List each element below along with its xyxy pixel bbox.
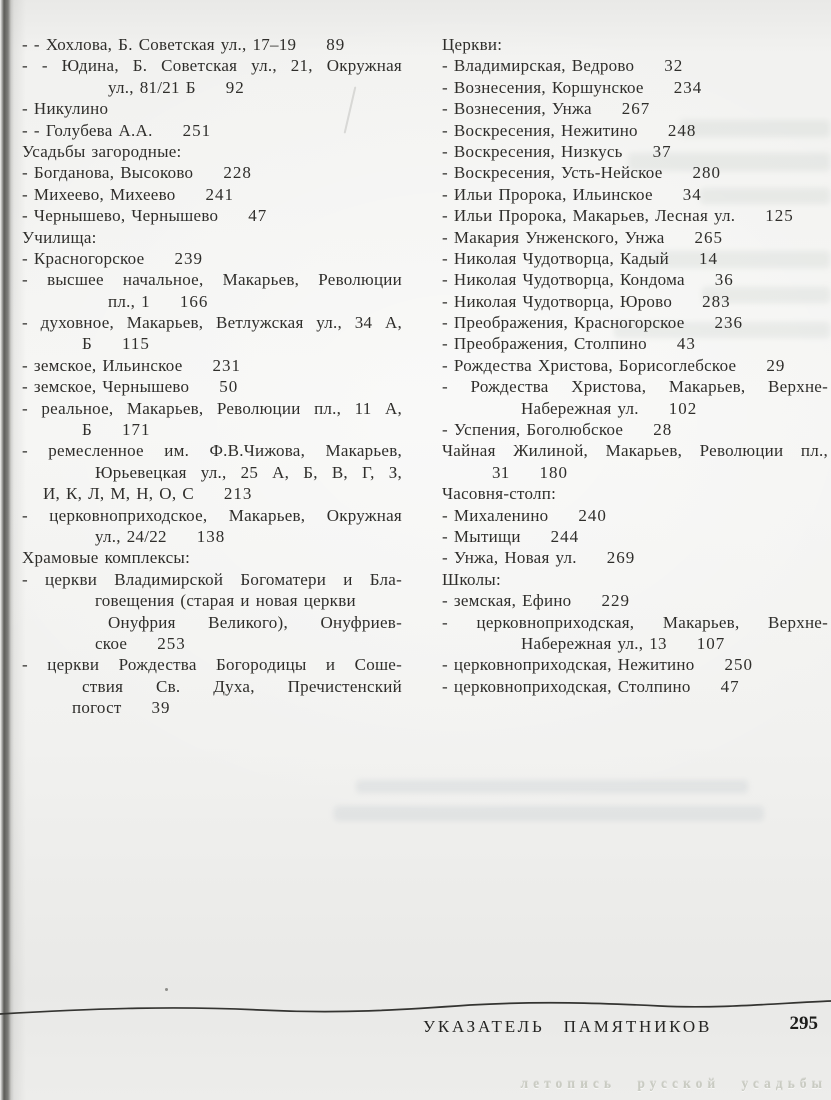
entry-text: - духовное, Макарьев, Ветлужская ул., 34 А, [22,313,402,333]
entry-text: - Чернышево, Чернышево [22,206,219,226]
entry-text: - Красногорское [22,248,145,268]
entry-page-number: 14 [699,248,719,268]
footer-page-number: 295 [789,1013,818,1034]
entry-page-number: 236 [714,313,744,333]
entry-page-number: 50 [219,377,239,397]
entry-text: - ремесленное им. Ф.В.Чижова, Макарьев, [22,441,402,461]
index-entry-line [442,205,828,226]
entry-page-number: 251 [182,120,212,140]
index-entry-line [22,291,402,312]
entry-text: - Воскресения, Нежитино [442,120,638,140]
index-entry-line [442,590,828,611]
entry-page-number: 240 [578,505,607,525]
index-entry-line [442,184,828,205]
entry-text: пл., 1 [108,291,150,311]
ghost-bar [356,780,748,793]
entry-page-number: 213 [223,484,253,504]
entry-text: погост [72,698,122,718]
entry-text: Храмовые комплексы: [22,548,191,568]
index-entry-line [442,505,828,526]
entry-text: - Мытищи [442,526,521,546]
index-entry-line [22,505,402,526]
entry-text: 31 [492,462,510,482]
index-entry-line [442,398,828,419]
index-entry-line [22,676,402,697]
scan-speck-artifact [165,988,168,991]
entry-text: - Богданова, Высоково [22,163,194,183]
entry-page-number: 47 [248,206,268,226]
entry-text: - Преображения, Столпино [442,334,647,354]
entry-page-number: 244 [550,526,580,546]
index-entry-line [22,398,402,419]
entry-text: Училища: [22,227,97,247]
index-entry-line [22,569,402,590]
index-entry-line [22,120,402,141]
entry-page-number: 39 [151,698,171,718]
index-entry-line [22,184,402,205]
entry-text: Школы: [442,569,501,589]
entry-text: - Воскресения, Усть-Нейское [442,163,663,183]
entry-text: - земская, Ефино [442,591,572,611]
entry-text: - Преображения, Красногорское [442,313,685,333]
entry-page-number: 265 [694,227,724,247]
entry-page-number: 248 [667,120,697,140]
entry-page-number: 28 [653,420,673,440]
index-entry-line [442,676,828,697]
entry-page-number: 241 [205,184,234,204]
index-entry-line [442,419,828,440]
entry-page-number: 253 [157,633,186,653]
entry-text: Б [82,420,93,440]
entry-text: Набережная ул. [521,398,639,418]
index-entry-line [442,462,828,483]
entry-text: Усадьбы загородные: [22,141,182,161]
entry-text: - церковноприходская, Макарьев, Верхне- [442,612,828,632]
entry-text: - Николая Чудотворца, Юрово [442,291,673,311]
index-entry-line [442,333,828,354]
index-entry-line [442,141,828,162]
index-entry-line [22,34,402,55]
index-entry-line [442,120,828,141]
index-entry-line [442,633,828,654]
entry-page-number: 229 [601,591,630,611]
index-entry-line [22,440,402,461]
entry-page-number: 280 [692,163,722,183]
entry-text: - земское, Чернышево [22,377,190,397]
entry-page-number: 36 [714,270,734,290]
index-entry-line [442,248,828,269]
entry-page-number: 138 [196,526,226,546]
index-entry-line [442,654,828,675]
entry-text: - Унжа, Новая ул. [442,548,577,568]
entry-page-number: 47 [720,676,740,696]
index-entry-line [442,34,828,55]
index-entry-line [442,77,828,98]
entry-text: - высшее начальное, Макарьев, Революции [22,270,402,290]
entry-text: - Ильи Пророка, Макарьев, Лесная ул. [442,206,736,226]
scan-left-edge [0,0,14,1100]
index-entry-line [442,547,828,568]
entry-text: Б [82,334,93,354]
entry-text: Чайная Жилиной, Макарьев, Революции пл., [442,441,828,461]
index-entry-line [442,162,828,183]
entry-text: - - Голубева А.А. [22,120,153,140]
index-column-right [442,34,828,697]
entry-text: - Николая Чудотворца, Кондома [442,270,685,290]
index-entry-line [22,227,402,248]
entry-page-number: 166 [179,291,209,311]
index-entry-line [22,419,402,440]
index-entry-line [22,483,402,504]
index-entry-line [442,55,828,76]
entry-text: - - Хохлова, Б. Советская ул., 17–19 [22,35,297,54]
index-entry-line [22,633,402,654]
entry-text: - Никулино [22,99,109,119]
entry-text: Юрьевецкая ул., 25 А, Б, В, Г, З, [95,462,402,482]
index-entry-line [22,162,402,183]
index-entry-line [22,697,402,718]
entry-text: - Михеево, Михеево [22,184,176,204]
index-entry-line [22,547,402,568]
watermark-text: летопись русской усадьбы [520,1076,827,1091]
entry-page-number: 267 [621,99,651,119]
entry-text: Набережная ул., 13 [521,633,667,653]
index-entry-line [442,569,828,590]
entry-text: - церковноприходская, Столпино [442,676,691,696]
entry-page-number: 32 [664,56,684,76]
entry-page-number: 89 [326,35,346,54]
entry-text: - Вознесения, Унжа [442,99,592,119]
entry-text: - Успения, Боголюбское [442,420,624,440]
index-entry-line [22,269,402,290]
index-entry-line [22,98,402,119]
entry-page-number: 107 [696,633,726,653]
entry-text: - Рождества Христова, Макарьев, Верхне- [442,377,828,397]
entry-page-number: 283 [702,291,731,311]
index-entry-line [22,248,402,269]
entry-text: - Николая Чудотворца, Кадый [442,248,670,268]
entry-page-number: 228 [223,163,252,183]
index-entry-line [22,590,402,611]
entry-page-number: 171 [122,420,151,440]
entry-text: - Михаленино [442,505,549,525]
entry-text: - Владимирская, Ведрово [442,56,635,76]
index-entry-line [22,526,402,547]
entry-page-number: 250 [724,655,753,675]
entry-text: Церкви: [442,35,503,54]
entry-text: Онуфрия Великого), Онуфриев- [108,612,402,632]
entry-page-number: 269 [606,548,636,568]
entry-text: - церкви Владимирской Богоматери и Бла- [22,569,402,589]
entry-text: - реальное, Макарьев, Революции пл., 11 А, [22,398,402,418]
index-column-left [22,34,402,719]
index-entry-line [442,526,828,547]
index-entry-line [22,376,402,397]
index-entry-line [442,227,828,248]
entry-page-number: 115 [122,334,150,354]
entry-page-number: 125 [765,206,794,226]
entry-page-number: 92 [225,77,245,97]
index-entry-line [442,376,828,397]
entry-page-number: 43 [676,334,696,354]
index-entry-line [22,333,402,354]
entry-page-number: 37 [652,141,672,161]
index-entry-line [22,355,402,376]
entry-text: - - Юдина, Б. Советская ул., 21, Окружная [22,56,402,76]
index-entry-line [442,440,828,461]
footer-running-title: УКАЗАТЕЛЬ ПАМЯТНИКОВ [423,1017,713,1036]
entry-page-number: 239 [174,248,203,268]
entry-text: - Воскресения, Низкусь [442,141,623,161]
entry-text: - Рождества Христова, Борисоглебское [442,355,737,375]
entry-text: - церковноприходское, Макарьев, Окружная [22,505,402,525]
index-entry-line [442,98,828,119]
index-entry-line [22,654,402,675]
entry-text: ул., 24/22 [95,526,167,546]
entry-page-number: 29 [766,355,786,375]
index-entry-line [442,355,828,376]
index-entry-line [22,141,402,162]
index-entry-line [22,77,402,98]
index-entry-line [442,612,828,633]
index-entry-line [442,269,828,290]
index-entry-line [22,612,402,633]
entry-text: - Вознесения, Коршунское [442,77,644,97]
entry-text: ул., 81/21 Б [108,77,196,97]
entry-text: - Макария Унженского, Унжа [442,227,665,247]
entry-text: И, К, Л, М, Н, О, С [43,484,194,504]
entry-text: ское [95,633,128,653]
entry-text: - церкви Рождества Богородицы и Соше- [22,655,402,675]
entry-page-number: 34 [682,184,702,204]
entry-page-number: 102 [668,398,698,418]
entry-text: говещения (старая и новая церкви [95,591,356,611]
entry-page-number: 231 [212,355,242,375]
entry-text: Часовня-столп: [442,484,557,504]
index-entry-line [22,312,402,333]
index-entry-line [442,312,828,333]
entry-text: - Ильи Пророка, Ильинское [442,184,653,204]
ghost-bar [334,806,764,821]
index-entry-line [442,483,828,504]
entry-text: - церковноприходская, Нежитино [442,655,695,675]
entry-page-number: 234 [673,77,703,97]
index-entry-line [22,205,402,226]
entry-text: ствия Св. Духа, Пречистенский [82,676,402,696]
index-entry-line [22,55,402,76]
index-entry-line [442,291,828,312]
entry-text: - земское, Ильинское [22,355,183,375]
entry-page-number: 180 [539,462,568,482]
index-entry-line [22,462,402,483]
